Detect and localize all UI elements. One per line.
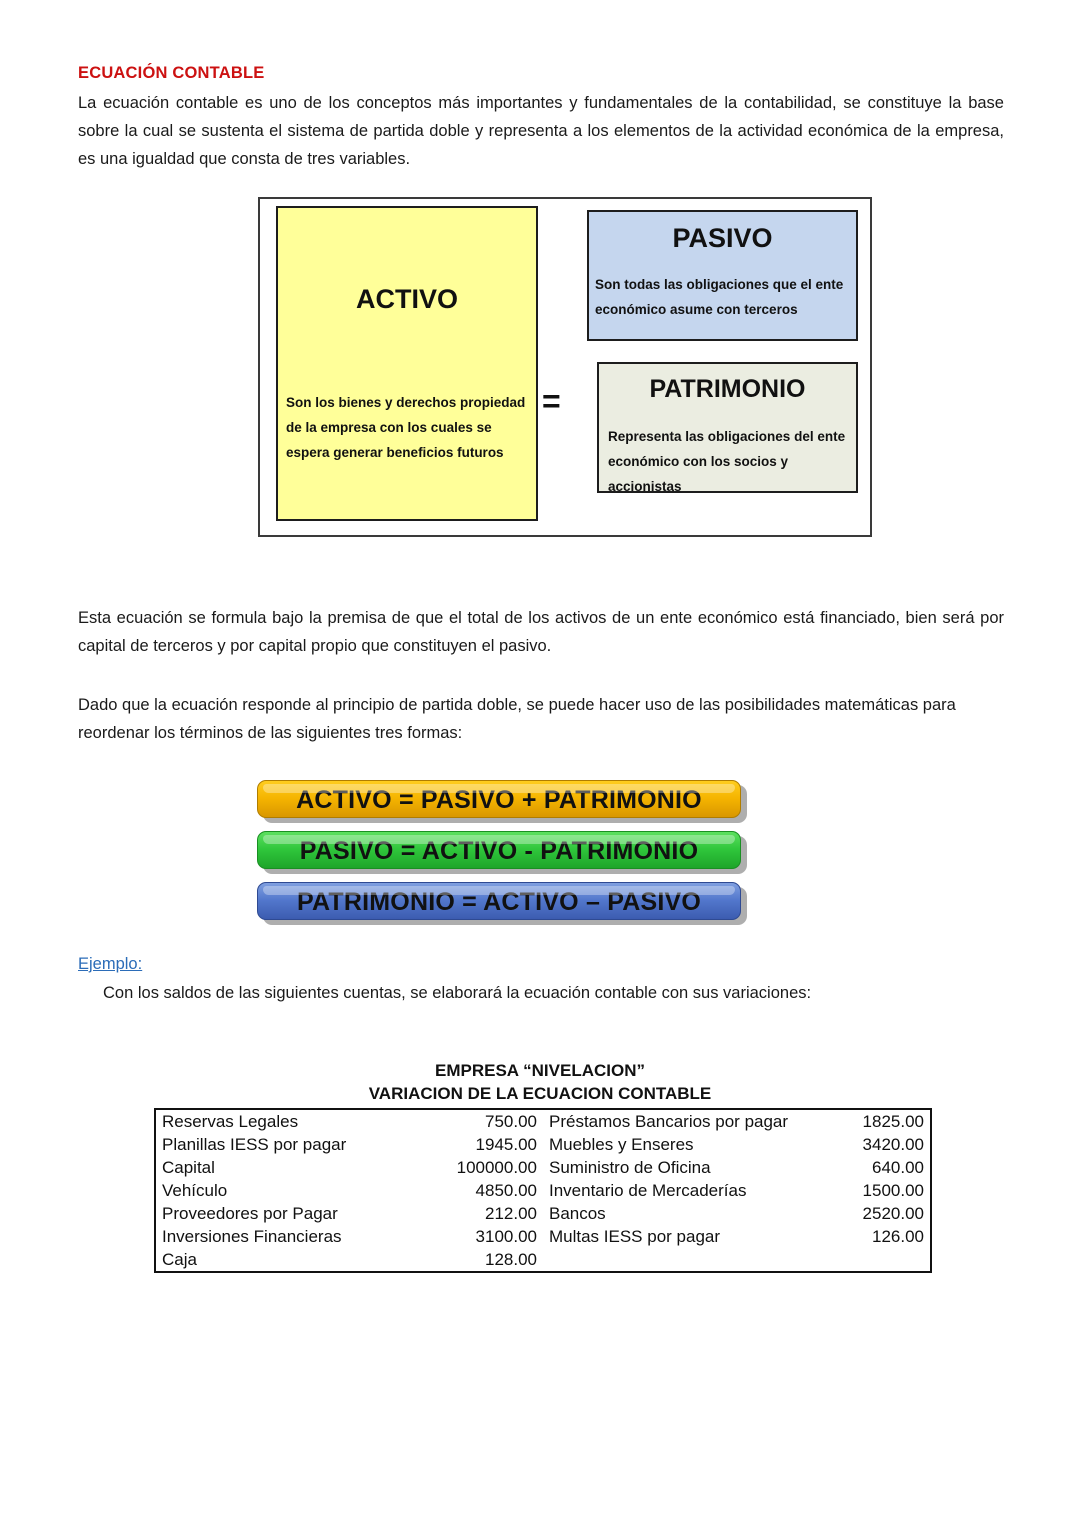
equation-banner-pasivo: PASIVO = ACTIVO - PATRIMONIO bbox=[257, 831, 741, 869]
equation-banner-group bbox=[257, 780, 747, 928]
account-name-left: Caja bbox=[162, 1250, 197, 1269]
account-name-right: Muebles y Enseres bbox=[548, 1135, 694, 1154]
ejemplo-label: Ejemplo: bbox=[78, 955, 143, 973]
account-value-right bbox=[822, 1248, 930, 1271]
table-row bbox=[156, 1225, 930, 1248]
table-row bbox=[156, 1156, 930, 1179]
table-row bbox=[156, 1133, 930, 1156]
accounting-equation-diagram bbox=[258, 197, 872, 537]
equation-banner-activo: ACTIVO = PASIVO + PATRIMONIO bbox=[257, 780, 741, 818]
account-name-left: Planillas IESS por pagar bbox=[162, 1135, 347, 1154]
account-name-left: Vehículo bbox=[162, 1181, 228, 1200]
table-row bbox=[156, 1110, 930, 1133]
account-name-right: Multas IESS por pagar bbox=[548, 1227, 721, 1246]
table-row bbox=[156, 1179, 930, 1202]
account-value-left: 750.00 bbox=[484, 1112, 537, 1131]
activo-title: ACTIVO bbox=[355, 284, 458, 314]
page-title: ECUACIÓN CONTABLE bbox=[78, 64, 265, 82]
account-value-right: 3420.00 bbox=[862, 1135, 924, 1154]
patrimonio-title: PATRIMONIO bbox=[649, 375, 806, 403]
accounts-table-body bbox=[156, 1110, 930, 1271]
equals-operator: = bbox=[542, 383, 561, 419]
account-value-right: 640.00 bbox=[872, 1158, 924, 1177]
account-value-right: 2520.00 bbox=[862, 1204, 924, 1223]
account-name-right: Bancos bbox=[548, 1204, 606, 1223]
table-title-line-2: VARIACION DE LA ECUACION CONTABLE bbox=[368, 1084, 712, 1103]
pasivo-title: PASIVO bbox=[672, 223, 773, 253]
diagram-box-patrimonio bbox=[597, 362, 858, 493]
diagram-box-pasivo bbox=[587, 210, 858, 341]
account-name-left: Capital bbox=[162, 1158, 215, 1177]
accounts-table bbox=[156, 1110, 930, 1271]
patrimonio-description: Representa las obligaciones del ente económico con los socios y accionistas bbox=[608, 429, 846, 494]
account-value-left: 100000.00 bbox=[456, 1158, 537, 1177]
account-value-left: 128.00 bbox=[484, 1250, 537, 1269]
intro-paragraph: La ecuación contable es uno de los conceptos más importantes y fundamentales de la contabilidad, se constituye la base sobre la cual se sustenta el sistema de partida doble y representa a los elementos de la actividad económica de la empresa, es una igualdad que consta de tres variables. bbox=[78, 94, 1004, 168]
account-name-left: Reservas Legales bbox=[162, 1112, 299, 1131]
account-name-right: Suministro de Oficina bbox=[548, 1158, 711, 1177]
account-value-left: 4850.00 bbox=[475, 1181, 537, 1200]
account-value-right: 1825.00 bbox=[862, 1112, 924, 1131]
account-name-right: Inventario de Mercaderías bbox=[548, 1181, 747, 1200]
account-value-right: 1500.00 bbox=[862, 1181, 924, 1200]
account-value-left: 3100.00 bbox=[475, 1227, 537, 1246]
table-row bbox=[156, 1248, 930, 1271]
activo-description: Son los bienes y derechos propiedad de la empresa con los cuales se espera generar beneficios futuros bbox=[286, 395, 526, 460]
diagram-box-activo bbox=[276, 206, 538, 521]
pasivo-description: Son todas las obligaciones que el ente económico asume con terceros bbox=[595, 277, 844, 317]
financing-paragraph: Esta ecuación se formula bajo la premisa de que el total de los activos de un ente económico está financiado, bien será por capital de terceros y por capital propio que constituyen el pasivo. bbox=[78, 609, 1004, 655]
equation-banner-patrimonio: PATRIMONIO = ACTIVO – PASIVO bbox=[257, 882, 741, 920]
table-title-line-1: EMPRESA “NIVELACION” bbox=[434, 1061, 645, 1080]
account-name-left: Proveedores por Pagar bbox=[162, 1204, 338, 1223]
account-value-left: 212.00 bbox=[484, 1204, 537, 1223]
reorder-paragraph: Dado que la ecuación responde al principio de partida doble, se puede hacer uso de las posibilidades matemáticas para reordenar los términos de las siguientes tres formas: bbox=[78, 696, 956, 742]
account-name-right: Préstamos Bancarios por pagar bbox=[548, 1112, 789, 1131]
ejemplo-instruction: Con los saldos de las siguientes cuentas, se elaborará la ecuación contable con sus variaciones: bbox=[103, 984, 812, 1002]
table-title bbox=[0, 1059, 1080, 1105]
account-name-right bbox=[543, 1248, 822, 1271]
account-value-left: 1945.00 bbox=[475, 1135, 537, 1154]
account-name-left: Inversiones Financieras bbox=[162, 1227, 342, 1246]
accounts-table-container bbox=[154, 1108, 932, 1273]
table-row bbox=[156, 1202, 930, 1225]
account-value-right: 126.00 bbox=[872, 1227, 924, 1246]
